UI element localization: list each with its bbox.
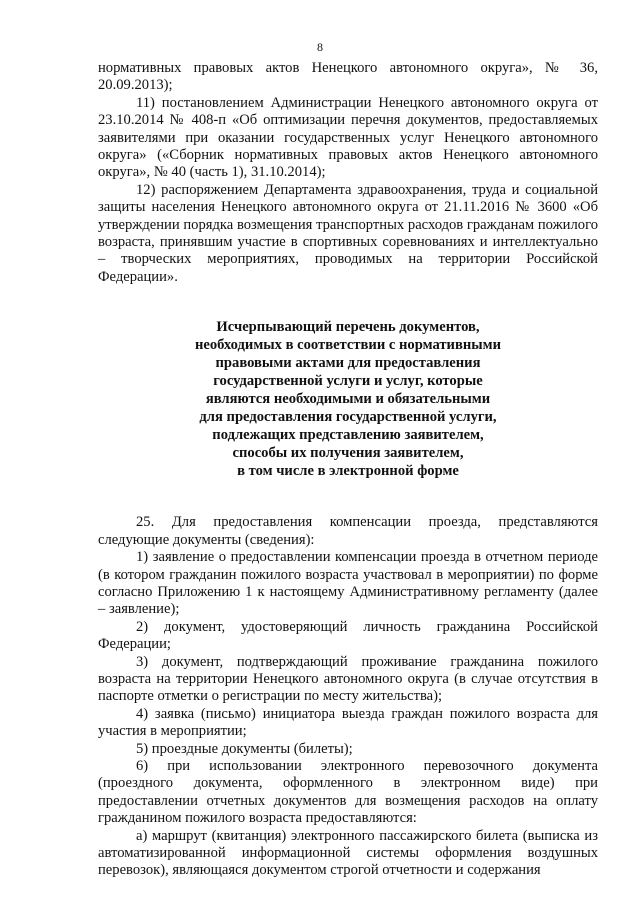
heading-line: для предоставления государственной услуги, bbox=[199, 409, 497, 426]
heading-line: государственной услуги и услуг, которые bbox=[213, 373, 483, 390]
list-item-6: 6) при использовании электронного перевозочного документа (проездного документа, оформленного в электронном виде) при предоставлении отчетных документов для возмещения расходов на оплату гражданином пожилого возраста предоставляются: bbox=[98, 757, 598, 827]
list-item-2: 2) документ, удостоверяющий личность гражданина Российской Федерации; bbox=[98, 618, 598, 653]
list-item-1: 1) заявление о предоставлении компенсации проезда в отчетном периоде (в котором гражданин пожилого возраста участвовал в мероприятии) по форме согласно Приложению 1 к настоящему Административному регламенту (далее – заявление); bbox=[98, 549, 598, 618]
list-item-4: 4) заявка (письмо) инициатора выезда граждан пожилого возраста для участия в мероприятии; bbox=[98, 705, 598, 740]
section-heading bbox=[98, 318, 598, 480]
heading-line: способы их получения заявителем, bbox=[232, 445, 464, 462]
paragraph-item-12: 12) распоряжением Департамента здравоохранения, труда и социальной защиты населения Ненецкого автономного округа от 21.11.2016 № 3600 «Об утверждении порядка возмещения транспортных расходов гражданам пожилого возраста, принявшим участие в спортивных соревнованиях и интеллектуально – творческих мероприятиях, проводимых на территории Российской Федерации». bbox=[98, 181, 598, 285]
paragraph-continuation: нормативных правовых актов Ненецкого автономного округа», № 36, 20.09.2013); bbox=[98, 60, 598, 94]
heading-line: подлежащих представлению заявителем, bbox=[212, 427, 484, 444]
list-item-3: 3) документ, подтверждающий проживание гражданина пожилого возраста на территории Ненецкого автономного округа (в случае отсутствия в паспорте отметки о регистрации по месту жительства); bbox=[98, 653, 598, 705]
heading-line: необходимых в соответствии с нормативными bbox=[195, 337, 501, 354]
page-number: 8 bbox=[317, 40, 323, 54]
paragraph-item-11: 11) постановлением Администрации Ненецкого автономного округа от 23.10.2014 № 408-п «Об оптимизации перечня документов, предоставляемых заявителями при оказании государственных услуг Ненецкого автономного округа» («Сборник нормативных правовых актов Ненецкого автономного округа», № 40 (часть 1), 31.10.2014); bbox=[98, 94, 598, 181]
document-body bbox=[98, 60, 598, 880]
list-item-5: 5) проездные документы (билеты); bbox=[136, 740, 353, 757]
list-item-a: а) маршрут (квитанция) электронного пассажирского билета (выписка из автоматизированной информационной системы оформления воздушных перевозок), являющаяся документом строгой отчетности и содержания bbox=[98, 827, 598, 879]
heading-line: в том числе в электронной форме bbox=[237, 463, 459, 480]
heading-line: являются необходимыми и обязательными bbox=[205, 391, 491, 408]
paragraph-25: 25. Для предоставления компенсации проезда, представляются следующие документы (сведения): bbox=[98, 514, 598, 548]
heading-line: Исчерпывающий перечень документов, bbox=[216, 319, 480, 336]
heading-line: правовыми актами для предоставления bbox=[215, 355, 481, 372]
